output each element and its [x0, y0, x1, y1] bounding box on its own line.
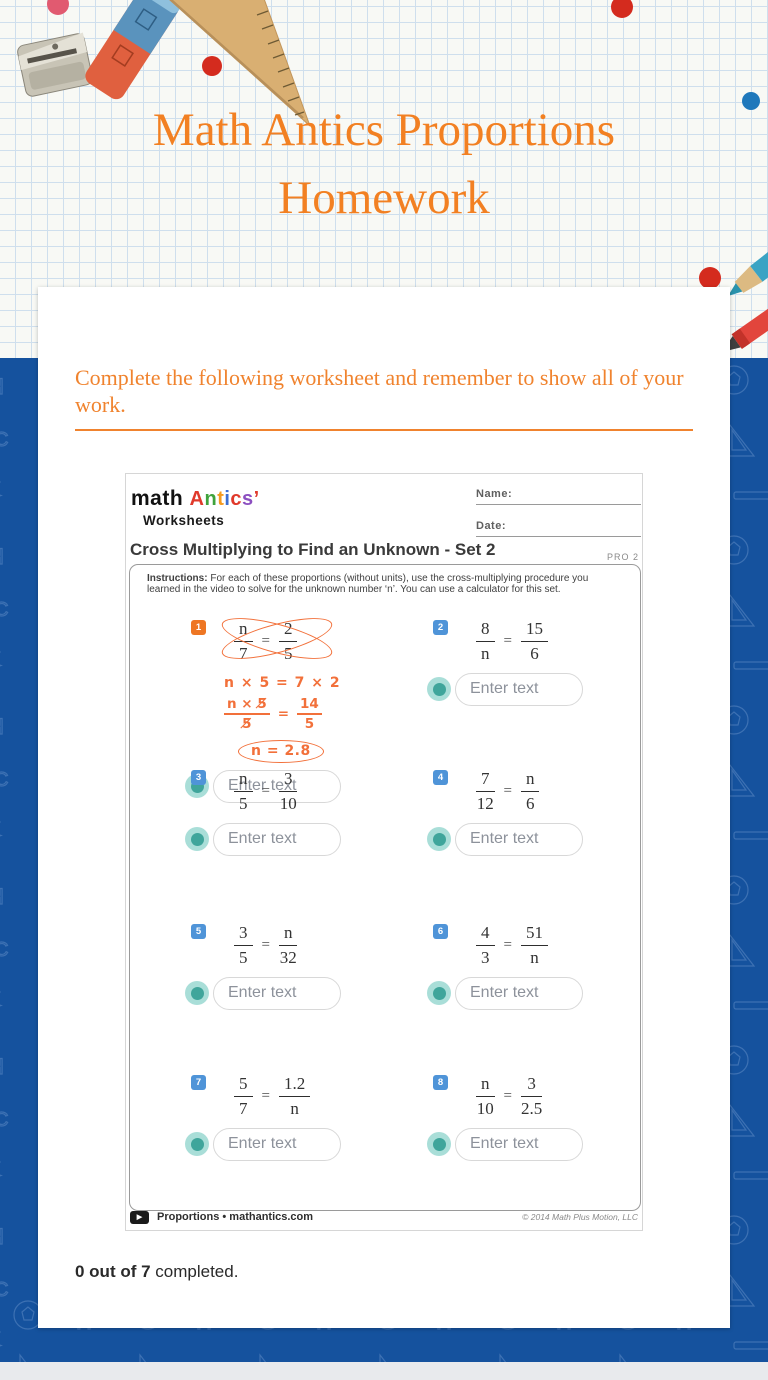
math-antics-logo: [131, 488, 260, 528]
problem-number-badge: 2: [433, 620, 448, 635]
bottom-strip: [0, 1362, 768, 1380]
answer-marker-dot: [185, 827, 209, 851]
problem-statement: [433, 1072, 640, 1121]
problem-number-badge: 8: [433, 1075, 448, 1090]
play-icon: ▶: [130, 1211, 149, 1224]
worksheet-problem: [430, 617, 640, 767]
fraction-left: $\frac{3}{5}$: [234, 923, 253, 968]
worksheet-page: [125, 473, 643, 1231]
problem-number-badge: 3: [191, 770, 206, 785]
fraction-left: $\frac{5}{7}$: [234, 1074, 253, 1119]
problem-number-badge: 5: [191, 924, 206, 939]
fraction-left: $\frac{n}{10}$: [476, 1073, 494, 1118]
name-line: Name:: [476, 484, 641, 505]
worksheet-problem: [430, 1072, 640, 1161]
problem-number-badge: 7: [191, 1075, 206, 1090]
example-work: [224, 675, 430, 763]
answer-marker-dot: [427, 827, 451, 851]
problem-number-badge: 1: [191, 620, 206, 635]
completion-status: 0 out of 7 completed.: [75, 1261, 239, 1281]
worksheet-problem: [430, 921, 640, 1072]
worksheet-problem: [188, 617, 430, 767]
proportion-equation: $\frac{8}{n}$ = $\frac{15}{6}$: [476, 619, 548, 664]
answer-row: [427, 673, 640, 706]
fraction-right: $\frac{15}{6}$: [521, 619, 548, 664]
answer-input[interactable]: [213, 1128, 341, 1161]
fraction-right: $\frac{3}{2.5}$: [520, 1073, 543, 1118]
problem-statement: [191, 767, 430, 816]
answer-row: [427, 977, 640, 1010]
answer-input[interactable]: [213, 977, 341, 1010]
worksheet-title: Cross Multiplying to Find an Unknown - Set 2: [130, 539, 496, 559]
proportion-equation: $\frac{3}{5}$ = $\frac{n}{32}$: [234, 923, 297, 968]
problem-statement: [191, 617, 430, 666]
proportion-equation: $\frac{n}{5}$ = $\frac{3}{10}$: [234, 769, 297, 814]
problem-statement: [191, 1072, 430, 1121]
answer-row: [427, 1128, 640, 1161]
assignment-card: [38, 287, 730, 1328]
answer-row: [185, 1128, 430, 1161]
problem-statement: [433, 921, 640, 970]
proportion-equation: $\frac{4}{3}$ = $\frac{51}{n}$: [476, 923, 548, 968]
instructions: Instructions: For each of these proportions (without units), use the cross-multiplying procedure you learned in the video to solve for the unknown number ‘n’. You can use a calculator for this set.: [147, 572, 589, 596]
page-title: Math Antics Proportions Homework: [152, 104, 616, 225]
worksheet-code: PRO 2: [606, 551, 639, 562]
fraction-right: $\frac{n}{6}$: [521, 769, 540, 814]
fraction-right: $\frac{51}{n}$: [521, 923, 548, 968]
answer-row: [185, 977, 430, 1010]
worksheet-footer-left: ▶ Proportions • mathantics.com: [130, 1211, 313, 1224]
proportion-equation: $\frac{7}{12}$ = $\frac{n}{6}$: [476, 769, 539, 814]
proportion-equation: $\frac{5}{7}$ = $\frac{1.2}{n}$: [234, 1074, 310, 1119]
fraction-left: $\frac{8}{n}$: [476, 619, 495, 664]
problem-number-badge: 6: [433, 924, 448, 939]
answer-marker-dot: [427, 677, 451, 701]
worksheet-copyright: © 2014 Math Plus Motion, LLC: [522, 1212, 638, 1223]
red-dot: [202, 56, 222, 76]
logo-subtitle: Worksheets: [143, 512, 225, 528]
fraction-right: $\frac{2}{5}$: [279, 619, 298, 664]
answer-row: [427, 823, 640, 856]
divider: [75, 429, 693, 431]
fraction-right: $\frac{3}{10}$: [279, 768, 297, 813]
answer-marker-dot: [185, 1132, 209, 1156]
problem-number-badge: 4: [433, 770, 448, 785]
red-dot: [699, 267, 721, 289]
answer-marker-dot: [427, 981, 451, 1005]
work-line: $\frac{n \times 5̸}{5̸}$ = $\frac{14}{5}$: [224, 696, 430, 732]
worksheet-problem: [188, 767, 430, 921]
blue-dot: [742, 92, 760, 110]
work-line: n × 5 = 7 × 2: [224, 674, 341, 691]
pink-dot: [47, 0, 69, 15]
assignment-prompt: Complete the following worksheet and remember to show all of your work.: [75, 365, 684, 417]
fraction-left: $\frac{n}{7}$: [234, 619, 253, 664]
fraction-right: $\frac{n}{32}$: [279, 922, 297, 967]
date-line: Date:: [476, 516, 641, 537]
circled-answer: n = 2.8: [238, 740, 324, 763]
problems-grid: [188, 617, 640, 1161]
fraction-left: $\frac{n}{5}$: [234, 769, 253, 814]
proportion-equation: $\frac{n}{7}$ = $\frac{2}{5}$: [234, 619, 297, 664]
worksheet-problem-box: [129, 564, 641, 1211]
fraction-right: $\frac{1.2}{n}$: [279, 1074, 310, 1119]
answer-input[interactable]: [455, 823, 583, 856]
fraction-left: $\frac{4}{3}$: [476, 923, 495, 968]
problem-statement: [433, 767, 640, 816]
worksheet-problem: [188, 1072, 430, 1161]
proportion-equation: $\frac{n}{10}$ = $\frac{3}{2.5}$: [476, 1073, 543, 1118]
answer-row: [185, 823, 430, 856]
red-dot: [611, 0, 633, 18]
logo-antics-text: Antics’: [189, 487, 260, 510]
eraser-icon: [82, 0, 182, 103]
worksheet-problem: [430, 767, 640, 921]
answer-input[interactable]: [455, 977, 583, 1010]
answer-input[interactable]: [455, 1128, 583, 1161]
answer-input[interactable]: [213, 823, 341, 856]
answer-marker-dot: [185, 981, 209, 1005]
logo-math-text: math: [131, 486, 190, 510]
answer-input[interactable]: [455, 673, 583, 706]
problem-statement: [433, 617, 640, 666]
problem-statement: [191, 921, 430, 970]
sharpener-icon: [16, 32, 93, 97]
answer-marker-dot: [427, 1132, 451, 1156]
name-date-block: [476, 484, 641, 548]
worksheet-problem: [188, 921, 430, 1072]
fraction-left: $\frac{7}{12}$: [476, 768, 494, 813]
worksheet-footer: [130, 1211, 638, 1224]
